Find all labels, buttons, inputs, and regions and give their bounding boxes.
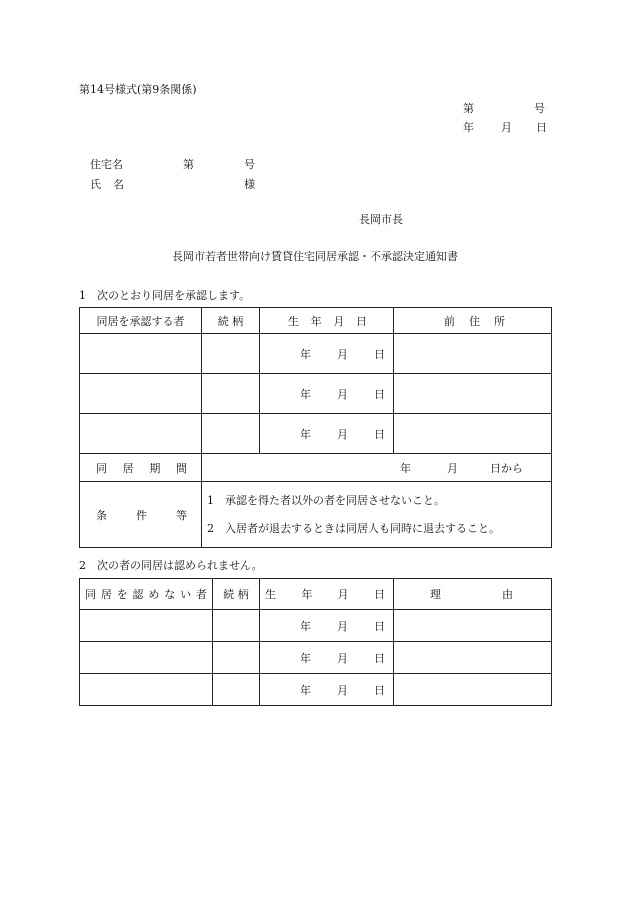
row-year: 年: [300, 427, 311, 441]
row2-month: 月: [337, 619, 348, 633]
approved-person-cell: [80, 334, 202, 374]
form-id: 第14号様式(第9条関係): [79, 83, 197, 96]
address-char-1: 前: [444, 314, 455, 328]
header-relation-2: 続 柄: [213, 579, 260, 610]
rej-char-3: を: [116, 588, 128, 601]
date-year: 年: [463, 121, 474, 134]
section1-heading: 1 次のとおり同居を承認します。: [79, 289, 251, 302]
conditions-label: [80, 482, 202, 548]
conditions-char-1: 条: [96, 508, 107, 522]
period-char-1: 同: [96, 461, 107, 475]
approval-table: [79, 307, 552, 548]
period-month: 月: [447, 461, 458, 475]
prev-address-cell: [394, 414, 552, 454]
condition-2: 2 入居者が退去するときは同居人も同時に退去すること。: [207, 521, 500, 535]
housing-go: 号: [244, 158, 255, 171]
date-month: 月: [501, 121, 512, 134]
row2-day: 日: [374, 683, 385, 697]
period-value: [202, 454, 552, 482]
header-birth: [260, 308, 394, 334]
reason-cell: [394, 674, 552, 706]
period-year: 年: [400, 461, 411, 475]
row2-year: 年: [300, 619, 311, 633]
reason-char-2: 由: [502, 588, 513, 601]
approved-person-cell: [80, 414, 202, 454]
table-row: [80, 610, 552, 642]
prev-address-cell: [394, 374, 552, 414]
header-rejected-person: [80, 579, 213, 610]
row2-day: 日: [374, 651, 385, 665]
table-row: [80, 334, 552, 374]
row-day: 日: [374, 427, 385, 441]
issuer: 長岡市長: [359, 213, 403, 226]
name-label-1: 氏: [90, 178, 101, 191]
row-year: 年: [300, 347, 311, 361]
row2-month: 月: [337, 651, 348, 665]
birth-date-cell: [260, 334, 394, 374]
rejection-table: [79, 578, 552, 706]
table-row: [80, 374, 552, 414]
relation-cell: [202, 334, 260, 374]
rej-char-2: 居: [100, 588, 112, 601]
conditions-char-2: 件: [136, 508, 147, 522]
birth-char-3: 月: [333, 314, 345, 328]
address-char-3: 所: [494, 314, 505, 328]
conditions-value: [202, 482, 552, 548]
reason-char-1: 理: [430, 588, 441, 601]
housing-dai: 第: [183, 158, 194, 171]
header-relation: 続 柄: [202, 308, 260, 334]
rejected-person-cell: [80, 610, 213, 642]
birth-date-cell-2: [260, 642, 394, 674]
document-title: 長岡市若者世帯向け賃貸住宅同居承認・不承認決定通知書: [172, 250, 458, 263]
period-label: [80, 454, 202, 482]
header-prev-address: [394, 308, 552, 334]
relation-cell: [202, 414, 260, 454]
approved-person-cell: [80, 374, 202, 414]
rej-char-1: 同: [85, 588, 96, 601]
table-row: [80, 414, 552, 454]
row-year: 年: [300, 387, 311, 401]
header-approved-person: 同居を承認する者: [80, 308, 202, 334]
relation-cell: [202, 374, 260, 414]
row-month: 月: [337, 427, 348, 441]
condition-1: 1 承認を得た者以外の者を同居させないこと。: [207, 493, 445, 507]
birth2-char-2: 年: [301, 588, 313, 601]
birth-date-cell: [260, 414, 394, 454]
header-birth-2: [260, 579, 394, 610]
birth-date-cell: [260, 374, 394, 414]
date-day: 日: [536, 121, 547, 134]
number-dai: 第: [463, 102, 474, 115]
rej-char-7: い: [180, 588, 192, 601]
table-row: [80, 642, 552, 674]
birth-char-4: 日: [355, 314, 367, 328]
birth-char-1: 生: [288, 314, 299, 328]
relation-cell-2: [213, 642, 260, 674]
birth-date-cell-2: [260, 674, 394, 706]
reason-cell: [394, 610, 552, 642]
period-char-3: 期: [149, 461, 161, 475]
number-go: 号: [534, 102, 545, 115]
row-month: 月: [337, 387, 348, 401]
period-char-4: 間: [175, 461, 187, 475]
address-char-2: 住: [469, 314, 480, 328]
name-label-2: 名: [113, 178, 124, 191]
row2-month: 月: [337, 683, 348, 697]
birth-char-2: 年: [310, 314, 322, 328]
prev-address-cell: [394, 334, 552, 374]
rej-char-4: 認: [132, 588, 144, 601]
birth2-char-3: 月: [337, 588, 349, 601]
rejected-person-cell: [80, 674, 213, 706]
row-month: 月: [337, 347, 348, 361]
reason-cell: [394, 642, 552, 674]
period-day: 日から: [490, 461, 523, 475]
rej-char-5: め: [148, 588, 160, 601]
row2-year: 年: [300, 683, 311, 697]
date-line: [463, 119, 545, 133]
header-reason: [394, 579, 552, 610]
sama: 様: [244, 178, 255, 191]
row-day: 日: [374, 347, 385, 361]
row2-year: 年: [300, 651, 311, 665]
rej-char-8: 者: [195, 588, 207, 601]
rejected-person-cell: [80, 642, 213, 674]
row-day: 日: [374, 387, 385, 401]
rej-char-6: な: [164, 588, 176, 601]
conditions-char-3: 等: [176, 508, 187, 522]
number-line: [463, 100, 545, 116]
housing-label: 住宅名: [90, 158, 123, 171]
period-char-2: 居: [122, 461, 134, 475]
birth2-char-1: 生: [265, 588, 276, 601]
relation-cell-2: [213, 610, 260, 642]
row2-day: 日: [374, 619, 385, 633]
relation-cell-2: [213, 674, 260, 706]
table-row: [80, 674, 552, 706]
birth-date-cell-2: [260, 610, 394, 642]
birth2-char-4: 日: [373, 588, 385, 601]
section2-heading: 2 次の者の同居は認められません。: [79, 559, 263, 572]
